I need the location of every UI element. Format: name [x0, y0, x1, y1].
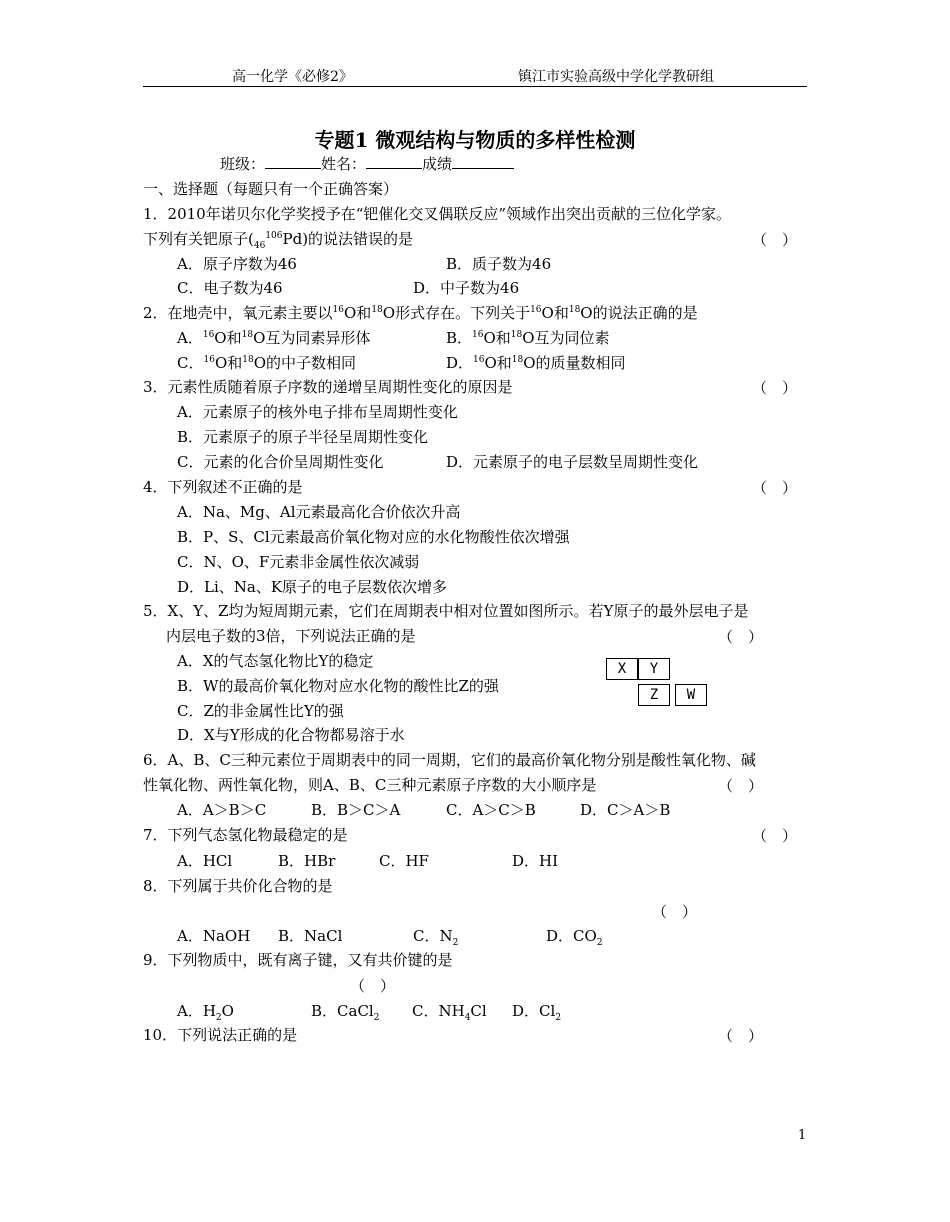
q1-option-d: D．中子数为46 [413, 279, 520, 297]
q8-stem: 8．下列属于共价化合物的是 [143, 877, 333, 895]
q4-stem: 4．下列叙述不正确的是 [143, 478, 303, 496]
q7-answer-paren[interactable]: （ ） [752, 827, 798, 845]
q3-option-d: D．元素原子的电子层数呈周期性变化 [446, 453, 699, 471]
cell-x: X [606, 658, 638, 680]
page-number: 1 [798, 1128, 807, 1143]
q9-option-c: C．$NH_4Cl$ [412, 1002, 487, 1023]
q4-option-b: B．P、S、Cl元素最高价氧化物对应的水化物酸性依次增强 [177, 528, 570, 546]
name-blank[interactable] [366, 154, 422, 169]
q7-option-b: B．HBr [278, 852, 336, 870]
q6-option-b: B．B＞C＞A [311, 801, 401, 819]
q10-answer-paren[interactable]: （ ） [718, 1027, 764, 1045]
q7-option-a: A．HCl [177, 852, 233, 870]
q2-option-b: B．$^{16}$O和$^{18}$O互为同位素 [446, 329, 610, 347]
q5-stem-line2: 内层电子数的3倍，下列说法正确的是 [166, 627, 416, 645]
header-right: 镇江市实验高级中学化学教研组 [518, 69, 714, 85]
q3-option-c: C．元素的化合价呈周期性变化 [177, 453, 384, 471]
q8-option-b: B．NaCl [278, 927, 343, 945]
header-left: 高一化学《必修2》 [232, 69, 353, 85]
q7-stem: 7．下列气态氢化物最稳定的是 [143, 826, 348, 844]
q10-stem: 10．下列说法正确的是 [143, 1026, 298, 1044]
q9-answer-paren[interactable]: （ ） [350, 977, 396, 995]
q1-stem-line1: 1．2010年诺贝尔化学奖授予在“钯催化交叉偶联反应”领域作出突出贡献的三位化学家。 [143, 205, 732, 223]
q2-option-c: C．$^{16}$O和$^{18}$O的中子数相同 [177, 354, 357, 372]
student-info-line [220, 154, 514, 174]
q5-option-b: B．W的最高价氧化物对应水化物的酸性比Z的强 [177, 677, 499, 695]
q9-stem: 9．下列物质中，既有离子键，又有共价键的是 [143, 951, 453, 969]
q1-answer-paren[interactable]: （ ） [752, 231, 798, 249]
q8-option-a: A．NaOH [177, 927, 251, 945]
q5-option-a: A．X的气态氢化物比Y的稳定 [177, 652, 374, 670]
q6-answer-paren[interactable]: （ ） [718, 777, 764, 795]
section-heading: 一、选择题（每题只有一个正确答案） [143, 180, 399, 198]
q8-option-d: D．$CO_2$ [546, 927, 603, 948]
q9-option-d: D．$Cl_2$ [512, 1002, 562, 1023]
q4-option-d: D．Li、Na、K原子的电子层数依次增多 [177, 578, 448, 596]
header-rule [143, 86, 807, 87]
q6-option-d: D．C＞A＞B [580, 801, 671, 819]
q6-option-c: C．A＞C＞B [446, 801, 536, 819]
q8-answer-paren[interactable]: （ ） [652, 903, 698, 921]
q3-answer-paren[interactable]: （ ） [752, 379, 798, 397]
q6-stem-line1: 6．A、B、C三种元素位于周期表中的同一周期，它们的最高价氧化物分别是酸性氧化物、碱 [143, 751, 756, 769]
q9-option-b: B．CaCl$_2$ [311, 1002, 380, 1023]
q3-option-b: B．元素原子的原子半径呈周期性变化 [177, 428, 429, 446]
class-label: 班级： [220, 155, 266, 173]
q3-stem: 3．元素性质随着原子序数的递增呈周期性变化的原因是 [143, 378, 513, 396]
q9-option-a: A．$H_2O$ [177, 1002, 234, 1023]
score-blank[interactable] [452, 154, 514, 169]
q7-option-c: C．HF [379, 852, 429, 870]
cell-z: Z [638, 684, 670, 706]
cell-y: Y [638, 658, 670, 680]
q6-stem-line2: 性氧化物、两性氧化物，则A、B、C三种元素原子序数的大小顺序是 [143, 776, 597, 794]
q5-answer-paren[interactable]: （ ） [718, 628, 764, 646]
q1-option-c: C．电子数为46 [177, 279, 283, 297]
q3-option-a: A．元素原子的核外电子排布呈周期性变化 [177, 403, 458, 421]
q4-answer-paren[interactable]: （ ） [752, 479, 798, 497]
q8-option-c: C．$N_2$ [413, 927, 459, 948]
q1-option-a: A．原子序数为46 [177, 255, 297, 273]
q4-option-a: A．Na、Mg、Al元素最高化合价依次升高 [177, 503, 461, 521]
q1-option-b: B．质子数为46 [446, 255, 552, 273]
class-blank[interactable] [265, 154, 321, 169]
q2-option-a: A．$^{16}$O和$^{18}$O互为同素异形体 [177, 329, 371, 347]
q6-option-a: A．A＞B＞C [177, 801, 267, 819]
q2-stem: 2．在地壳中，氧元素主要以$^{16}$O和$^{18}$O形式存在。下列关于$^{16}$O和$^{18}$O的说法正确的是 [143, 304, 698, 322]
q5-option-c: C．Z的非金属性比Y的强 [177, 702, 344, 720]
q7-option-d: D．HI [512, 852, 559, 870]
score-label: 成绩 [422, 155, 453, 173]
q5-stem-line1: 5．X、Y、Z均为短周期元素，它们在周期表中相对位置如图所示。若Y原子的最外层电子是 [143, 602, 749, 620]
cell-w: W [675, 684, 707, 706]
q5-option-d: D．X与Y形成的化合物都易溶于水 [177, 726, 405, 744]
name-label: 姓名： [321, 155, 367, 173]
page-title: 专题1 微观结构与物质的多样性检测 [314, 128, 636, 152]
q4-option-c: C．N、O、F元素非金属性依次减弱 [177, 553, 420, 571]
q2-option-d: D．$^{16}$O和$^{18}$O的质量数相同 [446, 354, 626, 372]
q1-stem-line2: 下列有关钯原子$(_{46}^{106}Pd)$的说法错误的是 [143, 230, 414, 251]
